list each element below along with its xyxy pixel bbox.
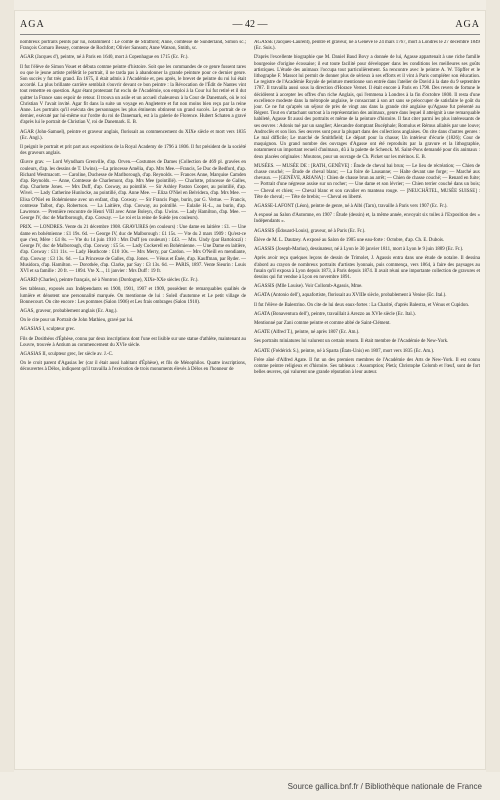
source-credit: Source gallica.bnf.fr / Bibliothèque nationale de France — [287, 781, 482, 791]
entry-paragraph: On le cite pour un Portrait de John Mathieu, gravé par lui. — [20, 318, 134, 324]
entry-paragraph: PRIX. — LONDRES. Vente du 21 décembre 1908. GRAVURES (en couleurs) : Une dame en laitière : £1. — Une dame en bohémienne : £1 19s. 6d. — George IV, duc de Malborough : £1 15s. — Vte du 2 mars 1909 : Qu'est-ce que c'est, Mère : £4 8s. — Vte du 14 juin 1910 : Mrs Duff (en couleurs) : £43. — Mrs. Undy (par Bartolozzi) : George IV, duc de Malborough, d'ap. Cosway : £5 5s. — Lady Cockerell en Bohémienne. — Une Dame en laitière, d'ap. Cosway : £11 11s. — Lady Heathcote : £10 10s. — Mrs Merry, par Cardon. — Mrs O'Neill en mendiante, d'ap. Cosway : £3 13s. 6d. — La Princesse de Galles, d'ap. Jones. — Vénus et Énée, d'ap. Kauffman, par Ryder. — Musidora, d'ap. Hamilton. — Dorothée, d'ap. Clarke, par Say : £3 13s. 6d. — PARIS, 1897. Vente Sieurin : Louis XVI et sa famille : 20 fr. — 1894. Vte X..., 11 janvier : Mrs Duff : 19 fr. — [20, 225, 246, 274]
header-right: AGA — [455, 18, 480, 30]
entry-paragraph: AGATA (Antonio dell'), aquafortiste, florissait au XVIIIe siècle, probablement à Venise (Ec. Ital.). — [254, 293, 447, 299]
entry-paragraph: AGAR (Jacques d'), peintre, né à Paris en 1640, mort à Copenhague en 1715 (Ec. Fr.). — [20, 55, 189, 61]
left-column — [20, 40, 246, 764]
entry-paragraph: Fils de Dosithéos d'Éphèse, connu par deux inscriptions dont l'une est lisible sur une statue d'athlète, maintenant au Louvre, trouvée à Antium au commencement du XVIe siècle. — [20, 336, 246, 348]
entry-paragraph: AGASIAS II, sculpteur grec, Ier siècle av. J.-C. — [20, 351, 114, 357]
entry-paragraph: nombreux portraits peints par lui, notamment : Le comte de Strafford; Anne, comtesse de Sunderland, Simon sc.; François Cornaro Bessey, comtesse de Rochfort; Olivier Sansom; Anne Watson, Smith, sc. — [20, 40, 246, 52]
entry-paragraph: AGASIAS I, sculpteur grec. — [20, 327, 76, 333]
entry-paragraph: Ses portraits miniatures lui valurent un certain renom. Il était membre de l'Académie de New-York. — [254, 339, 449, 345]
page-number: — 42 — — [232, 18, 268, 30]
entry-paragraph: AGASSE-LAFONT (Léon), peintre de genre, né à Albi (Tarn), travaille à Paris vers 1907 (Ec. Fr.). — [254, 204, 448, 210]
entry-paragraph: AGATE (Alfred T.), peintre, né après 1807 (Ec. Am.). — [254, 330, 360, 336]
source-footer — [0, 772, 500, 800]
entry-paragraph: Il fut l'élève de Balestrino. On cite de lui deux eaux-fortes : La Charité, d'après Balestra, et Vénus et Cupidon. — [254, 302, 470, 308]
entry-paragraph: Œuvre grav. — Lord Wyndham Grenville, d'ap. Orven.—Costumes de Dames (Collection de 469 pl. gravées en couleurs, d'ap. les dessins de T. Uwins).—La princesse Amélia, d'ap. Mrs Mee.—Francis, 5e Duc de Bedford, d'ap. Richard Westmacott. — Caroline, Duchesse de Marlborough, d'ap. Reynolds. — Frances Anne, Marquise Camden d'ap. Reynolds. — Anne, Comtesse de Charlemont, d'ap. Mrs Mee (pointillé). — Charlotte, princesse de Galles, d'ap. Charlotte Jones. — Mrs Duff, d'ap. Cosway, au pointillé. — Sir Ashley Paston Cooper, au pointillé, d'ap. Wivel. — Lady Catherine Hunlocke, au pointillé, d'ap. Anne Mee. — Eliza O'Niel en Belvidera, d'ap. Mrs Mee. — Elisa O'Niel en Bohémienne avec un enfant, d'ap. Cosway. — Sir Francis Page, burin, par G. Vertue. — Francis, comtesse Talbot, d'ap. Robertson. — La Laitière, d'ap. Cosway, au pointillé. — Eulalie H.-L., au burin, d'ap. Lawrence. — Première rencontre de Henri VIII avec Anne Boleyn, d'ap. Uwins. — Lady Hamilton, d'ap. Mee. — George IV, duc de Marlborough, d'ap. Cosway. — Le roi et la reine de Suède (en couleurs). — [20, 160, 246, 222]
entry-paragraph: AGASSE (Jacques-Laurent), peintre et graveur, né à Genève le 24 mars 1767, mort à Londres le 27 décembre 1849 (Ec. Suis.). — [254, 40, 480, 52]
entry-paragraph: D'après l'excellente biographie que M. Daniel Baud Bovy a donnée de lui, Agasse appartenait à une riche famille bourgeoise d'origine écossaise; il eut toute facilité pour développer dans les conditions les meilleures ses goûts artistiques. L'étude des animaux l'occupa tout particulièrement. Sa rencontre avec le peintre A. W. Töpffer et le lithographe F. Massot lui permit de donner plus de sérieux à ses efforts et il vint à Paris compléter son éducation. Le registre de l'Académie Royale de peinture mentionne son entrée dans l'atelier de David à la date du 9 septembre 1787. Il travailla aussi sous la direction d'Horace Vernet. Il était encore à Paris en 1798. Des revers de fortune le décidèrent à accepter les offres d'un riche Anglais, qui l'emmena à Londres à la fin d'octobre 1800. Il resta d'une excellence modeste dans la métropole anglaise, le consacrant à son art sans se préoccuper de satisfaire le goût du jour. Ce ne fut qu'après un séjour de près de vingt ans dans la grande cité anglaise qu'Agasse fut présenté au Régent. Tout en s'attachant surtout à la représentation des animaux, genre dans lequel il atteignit à une remarquable habileté, Agasse fit aussi des portraits et même de la peinture d'histoire. Il faut citer parmi les plus intéressants de ses œuvres : Adonis tué par un sanglier; Alexandre domptant Bucéphale; Romulus et Rémus allaités par une louve; Androclès et son lion. Ses œuvres sont pour la plupart dans des collections anglaises. On cite dans d'autres genres : Le mal difficile; Le marché de Smithfield; Le départ pour la chasse; Un intérieur d'écurie (1826); Cour de maquignon. Un grand nombre des ouvrages d'Agasse ont été reproduits par la gravure et la lithographie, notamment un important recueil d'animaux, dû à la palette de Schenck. M. Saint-Pons demandé pour dix animaux : deux placées originales : Moutons, pour un ouvrage de Ch. Picket sur les mérinos. E. B. — [254, 55, 480, 160]
entry-paragraph: MUSÉES. — MUSÉE DE : [RATH, GENÈVE] : Étude de cheval bai brun; — Le lieu de récréation; — Chien de chasse couché; — Étude de cheval blanc; — La foire de Lausanne; — Halte devant une forge; — Marché aux chevaux. — [GENÈVE, ARIANA] : Chien de chasse brun au arrêt; — Chien de chasse couché; — Renard en fuite; — Portrait d'une négresse assise sur un rocher; — Une dame et son lévrier; — Chien terrier couché dans un bois; — Cheval et chien; — Cheval blanc et son cavalier en manteau rouge. — [NEUCHÂTEL, MUSÉE SUISSE] : Tête de cheval; — Tête de brebis; — Cheval en liberté. — [254, 163, 480, 200]
entry-paragraph: AGAR (John-Samuel), peintre et graveur anglais, florissait au commencement du XIXe siècle et mort vers 1835 (Ec. Angl.). — [20, 129, 246, 141]
header-left: AGA — [20, 18, 45, 30]
entry-paragraph: Ses tableaux, exposés aux Indépendants en 1900, 1901, 1907 et 1909, possèdent de remarquables qualités de lumière et dénotent une personnalité marquée. On mentionne de lui : Soleil d'automne et Le petit village de Bonnecourt. On cite encore : Les pommes (Salon 1906) et Les frais ombrages (Salon 1910). — [20, 287, 246, 305]
text-columns — [20, 40, 480, 764]
entry-paragraph: A exposé au Salon d'Automne, en 1907 : Étude (dessin) et, la même année, envoyait six toiles à l'Exposition des « Indépendants ». — [254, 213, 480, 225]
entry-paragraph: Élève de M. L. Dautzey. A exposé au Salon de 1905 une eau-forte : Octobre, d'ap. Ch. E. Dubois. — [254, 237, 445, 243]
entry-paragraph: Mentionné par Zani comme peintre et comme abbé de Saint-Clément. — [254, 320, 391, 326]
entry-paragraph: AGAS, graveur, probablement anglais (Ec. Ang.). — [20, 308, 118, 314]
entry-paragraph: On le croit parent d'Agasias Ier (car il était aussi habitant d'Éphèse), et fils de Ménophilos. Quatre inscriptions, découvertes à Délos, indiquent qu'il travailla à l'exécution de trois monuments élevés à Délos en l'honneur de — [20, 361, 246, 373]
entry-paragraph: Il fut l'élève de Simon Vouet et débuta comme peintre d'histoire. Soit que les commandes de ce genre fussent rares ou que le jeune artiste préférât le portrait, il ne tarda pas à abandonner la grande peinture pour ce dernier genre. Son succès y fut très grand. En 1675, il était admis à l'Académie et, peu après, le brevet de peintre du roi lui était accordé. La plus brillante carrière semblait s'ouvrir devant ce bon peintre : la Révocation de l'Édit de Nantes vint tout remettre en question. Agar étant protestant fut exclu de l'Académie, son emploi à la Cour lui fut retiré et il dut quitter la France sans espoir de retour. Il trouva un asile et un accueil chaleureux à la Cour de Danemark, où le roi Christian V l'avait invité. Agar fit dans la suite un voyage en Angleterre et fut non moins bien reçu par la reine Anne. Les portraits qu'il exécuta des personnages les plus éminents obtinrent un grand succès. Le portrait de ce dernier, exécuté par lui-même sur l'ordre du roi de Danemark, est à la galerie de Florence. Hubert Schaten a gravé d'après lui le portrait de Christian V, roi de Danemark. E. B. — [20, 64, 246, 126]
entry-paragraph: Frère aîné d'Alfred Agate. Il fut un des premiers membres de l'Académie des Arts de New-York. Il est connu comme peintre religieux et d'histoire. Ses tableaux : Assomption; Pietà; Christophe Colomb et l'œuf, sont de fort belles œuvres, qui valurent une grande réputation à leur auteur. — [254, 357, 480, 376]
entry-paragraph: AGASSIS (Joseph-Marius), dessinateur, né à Lyon le 30 janvier 1811, mort à Lyon le 9 juin 1889 (Ec. Fr.). — [254, 247, 464, 253]
page-margin-left — [0, 0, 14, 800]
entry-paragraph: AGARD (Charles), peintre français, né à Nontron (Dordogne), XIXe-XXe siècles (Ec. Fr.). — [20, 278, 199, 284]
entry-paragraph: AGATE (Frédérick S.), peintre, né à Sparta (États-Unis) en 1807, mort vers 1835 (Ec. Am.). — [254, 348, 435, 354]
entry-paragraph: AGATA (Bonaventura dell'), peintre, travaillait à Arezzo au XVIe siècle (Ec. Ital.). — [254, 311, 416, 317]
entry-paragraph: Après avoir reçu quelques leçons de dessin de Trimolet, J. Agassis entra dans une étude de notaire. Il dessina d'abord au crayon de nombreux portraits d'artistes lyonnais, puis commença, vers 1864, à faire des paysages au fusain qu'il exposa à Lyon depuis 1873, à Paris depuis 1874. Il avait réuni une importante collection de gravures et dessins qui fut vendue à Lyon en novembre 1891. — [254, 256, 480, 280]
book-page — [14, 10, 486, 770]
entry-paragraph: AGASSIS (Mlle Louise). Voir Collomb-Agassis, Mme. — [254, 284, 363, 290]
entry-paragraph: Il peignit le portrait et prit part aux expositions de la Royal Academy de 1796 à 1806. Il fut président de la société des graveurs anglais. — [20, 145, 246, 157]
header-rule — [20, 34, 480, 35]
entry-paragraph: AGASSIS (Édouard-Louis), graveur, né à Paris (Ec. Fr.). — [254, 228, 366, 234]
page-header — [20, 16, 480, 32]
page-margin-right — [486, 0, 500, 800]
right-column — [254, 40, 480, 764]
